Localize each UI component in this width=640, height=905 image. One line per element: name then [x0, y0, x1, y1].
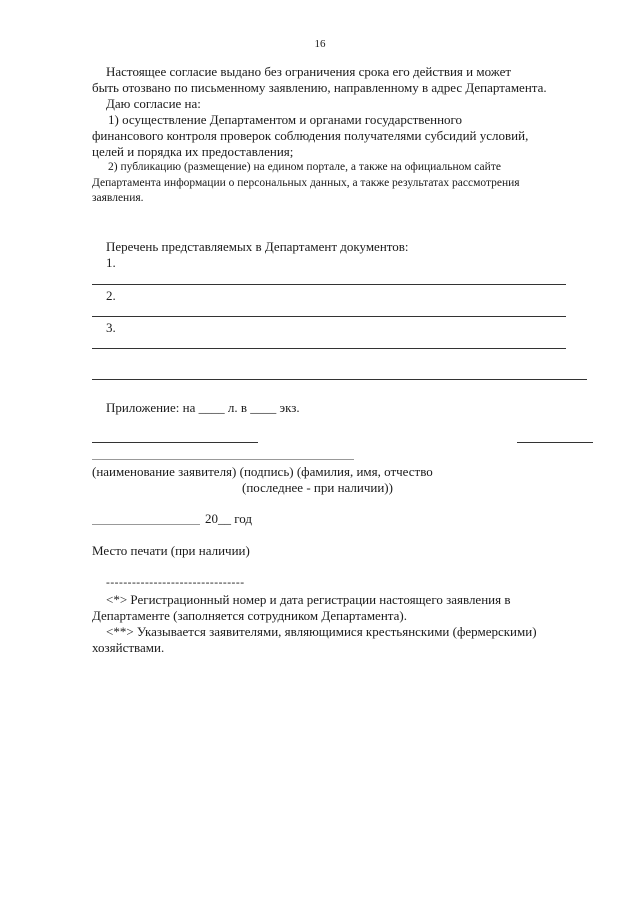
- footnote-1-line-1: <*> Регистрационный номер и дата регистрации настоящего заявления в: [106, 592, 511, 607]
- signature-captions-line-1: (наименование заявителя) (подпись) (фамилия, имя, отчество: [92, 464, 433, 479]
- consent-item-1-line-2: финансового контроля проверок соблюдения получателями субсидий условий,: [92, 128, 529, 143]
- page-number: 16: [314, 38, 326, 50]
- consent-line-2: быть отозвано по письменному заявлению, направленному в адрес Департамента.: [92, 80, 547, 95]
- consent-item-1-line-1: 1) осуществление Департаментом и органами государственного: [108, 112, 463, 127]
- document-line-1: [92, 284, 566, 285]
- consent-line-1: Настоящее согласие выдано без ограничения срока его действия и может: [106, 64, 512, 79]
- date-year: 20__ год: [205, 511, 252, 526]
- attachment-line: Приложение: на ____ л. в ____ экз.: [106, 400, 300, 415]
- consent-item-2-line-2: Департамента информации о персональных данных, а также результатах рассмотрения: [92, 177, 520, 189]
- document-line-4: [92, 379, 587, 380]
- footnote-2-line-1: <**> Указывается заявителями, являющимися крестьянскими (фермерскими): [106, 624, 537, 639]
- document-line-2: [92, 316, 566, 317]
- document-number-1: 1.: [106, 255, 116, 270]
- signature-captions-line-2: (последнее - при наличии)): [242, 480, 393, 495]
- signature-line: [92, 459, 354, 460]
- footnote-separator: --------------------------------: [106, 577, 245, 589]
- consent-item-2-line-1: 2) публикацию (размещение) на едином портале, а также на официальном сайте: [108, 161, 501, 173]
- applicant-name-line: [92, 442, 258, 443]
- date-line: [92, 524, 200, 525]
- stamp-place: Место печати (при наличии): [92, 543, 250, 558]
- consent-item-1-line-3: целей и порядка их предоставления;: [92, 144, 294, 159]
- consent-item-2-line-3: заявления.: [92, 192, 144, 204]
- full-name-line: [517, 442, 593, 443]
- document-line-3: [92, 348, 566, 349]
- consent-heading: Даю согласие на:: [106, 96, 201, 111]
- document-number-3: 3.: [106, 320, 116, 335]
- footnote-1-line-2: Департаменте (заполняется сотрудником Департамента).: [92, 608, 407, 623]
- documents-heading: Перечень представляемых в Департамент документов:: [106, 239, 409, 254]
- footnote-2-line-2: хозяйствами.: [92, 640, 165, 655]
- document-number-2: 2.: [106, 288, 116, 303]
